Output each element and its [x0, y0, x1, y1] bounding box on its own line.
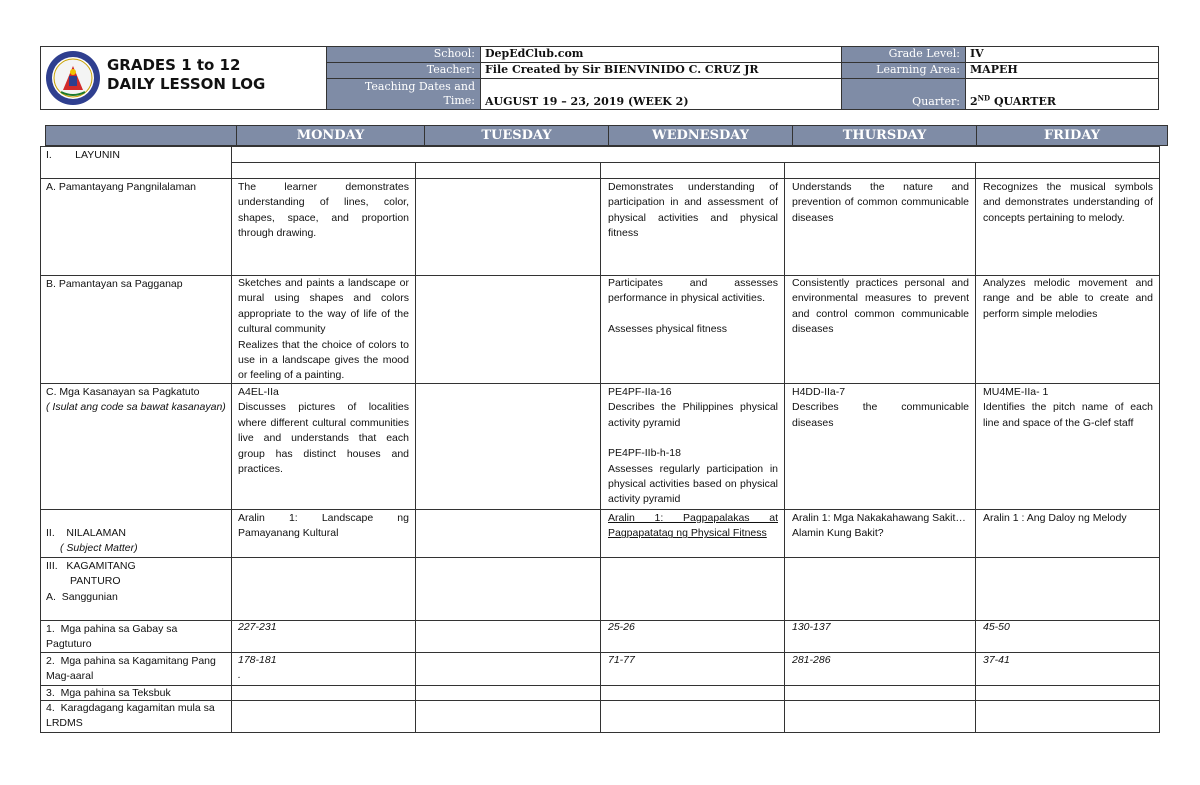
row-label-teksbuk: 3. Mga pahina sa Teksbuk	[46, 687, 171, 699]
row-label-gabay-sa-pagtuturo: 1. Mga pahina sa Gabay sa Pagtuturo	[46, 623, 178, 651]
quarter-value: 2ND QUARTER	[965, 78, 1159, 110]
deped-seal-icon	[45, 50, 101, 106]
thursday-nilalaman: Aralin 1: Mga Nakakahawang Sakit… Alamin Kung Bakit?	[792, 512, 966, 540]
day-header-tuesday: TUESDAY	[424, 125, 609, 146]
column-divider	[784, 163, 785, 732]
section-layunin: I. LAYUNIN	[46, 149, 120, 161]
thursday-kasanayan: H4DD-IIa-7 Describes the communicable diseases	[792, 386, 969, 429]
school-label: School:	[326, 46, 481, 63]
row-label-pamantayan-sa-pagganap: B. Pamantayan sa Pagganap	[46, 278, 183, 290]
wednesday-kasanayan: PE4PF-IIa-16 Describes the Philippines physical activity pyramid PE4PF-IIb-h-18 Assesses regularly participation in physical activities based on physical activity pyramid	[608, 386, 778, 506]
monday-pamantayang-pangnilalaman: The learner demonstrates understanding of lines, color, shapes, space, and proportion through drawing.	[238, 181, 409, 240]
monday-kasanayan: A4EL-IIa Discusses pictures of localities where different cultural communities live and understands that each group has distinct houses and practices.	[238, 386, 409, 476]
friday-pamantayang-pangnilalaman: Recognizes the musical symbols and demonstrates understanding of concepts pertaining to melody.	[983, 181, 1153, 224]
row-label-kagamitang-pang-mag-aaral: 2. Mga pahina sa Kagamitang Pang Mag-aaral	[46, 655, 216, 683]
row-label-kasanayan: C. Mga Kasanayan sa Pagkatuto ( Isulat ang code sa bawat kasanayan)	[46, 385, 226, 416]
teacher-label: Teacher:	[326, 62, 481, 79]
thursday-pamantayang-pangnilalaman: Understands the nature and prevention of common communicable diseases	[792, 181, 969, 224]
wednesday-gabay-pages: 25-26	[608, 621, 635, 633]
school-value: DepEdClub.com	[480, 46, 842, 63]
day-header-thursday: THURSDAY	[792, 125, 977, 146]
day-header-row	[45, 125, 1168, 146]
column-divider	[231, 147, 232, 732]
day-header-friday: FRIDAY	[976, 125, 1168, 146]
friday-nilalaman: Aralin 1 : Ang Daloy ng Melody	[983, 512, 1127, 524]
row-divider	[231, 162, 1159, 163]
row-divider	[41, 509, 1159, 510]
thursday-kagamitang-pages: 281-286	[792, 654, 831, 666]
monday-nilalaman: Aralin 1: Landscape ng Pamayanang Kultural	[238, 512, 409, 540]
friday-kasanayan: MU4ME-IIa- 1 Identifies the pitch name of each line and space of the G-clef staff	[983, 386, 1153, 429]
thursday-gabay-pages: 130-137	[792, 621, 831, 633]
teacher-value: File Created by Sir BIENVINIDO C. CRUZ JR	[480, 62, 842, 79]
grade-level-value: IV	[965, 46, 1159, 63]
friday-pamantayan-sa-pagganap: Analyzes melodic movement and range and be able to create and perform simple melodies	[983, 277, 1153, 320]
row-label-lrdms: 4. Karagdagang kagamitan mula sa LRDMS	[46, 702, 215, 730]
friday-gabay-pages: 45-50	[983, 621, 1010, 633]
wednesday-nilalaman: Aralin 1: Pagpapalakas at Pagpapatatag ng Physical Fitness	[608, 512, 778, 540]
quarter-label: Quarter:	[841, 78, 966, 110]
monday-pamantayan-sa-pagganap: Sketches and paints a landscape or mural using shapes and colors appropriate to the way of life of the cultural community Realizes that the choice of colors to use in a landscape gives the mood or feeling of a painting.	[238, 277, 409, 382]
learning-area-label: Learning Area:	[841, 62, 966, 79]
header-info	[326, 46, 1159, 110]
wednesday-pamantayang-pangnilalaman: Demonstrates understanding of participation in and assessment of physical activities and physical fitness	[608, 181, 778, 240]
column-divider	[975, 163, 976, 732]
column-divider	[415, 163, 416, 732]
row-note-kasanayan: ( Isulat ang code sa bawat kasanayan)	[46, 401, 226, 414]
row-divider	[41, 557, 1159, 558]
row-label-kagamitang-panturo: III. KAGAMITANG PANTURO A. Sanggunian	[46, 560, 136, 603]
monday-kagamitang-pages: 178-181 .	[238, 654, 277, 682]
page-title: GRADES 1 to 12 DAILY LESSON LOG	[107, 56, 266, 93]
friday-kagamitang-pages: 37-41	[983, 654, 1010, 666]
day-header-wednesday: WEDNESDAY	[608, 125, 793, 146]
day-header-blank	[45, 125, 237, 146]
wednesday-kagamitang-pages: 71-77	[608, 654, 635, 666]
row-note-subject-matter: ( Subject Matter)	[60, 542, 138, 555]
column-divider	[600, 163, 601, 732]
row-divider	[41, 178, 1159, 179]
teaching-dates-value: AUGUST 19 – 23, 2019 (WEEK 2)	[480, 78, 842, 110]
row-label-pamantayang-pangnilalaman: A. Pamantayang Pangnilalaman	[46, 181, 197, 193]
learning-area-value: MAPEH	[965, 62, 1159, 79]
row-label-nilalaman: II. NILALAMAN ( Subject Matter)	[46, 526, 226, 557]
lesson-log-table	[40, 146, 1160, 733]
grade-level-label: Grade Level:	[841, 46, 966, 63]
monday-gabay-pages: 227-231	[238, 621, 277, 633]
thursday-pamantayan-sa-pagganap: Consistently practices personal and environmental measures to prevent and control common communicable diseases	[792, 277, 969, 336]
day-header-monday: MONDAY	[236, 125, 425, 146]
row-divider	[41, 383, 1159, 384]
wednesday-pamantayan-sa-pagganap: Participates and assesses performance in physical activities. Assesses physical fitness	[608, 277, 778, 335]
teaching-dates-label: Teaching Dates and Time:	[326, 78, 481, 110]
